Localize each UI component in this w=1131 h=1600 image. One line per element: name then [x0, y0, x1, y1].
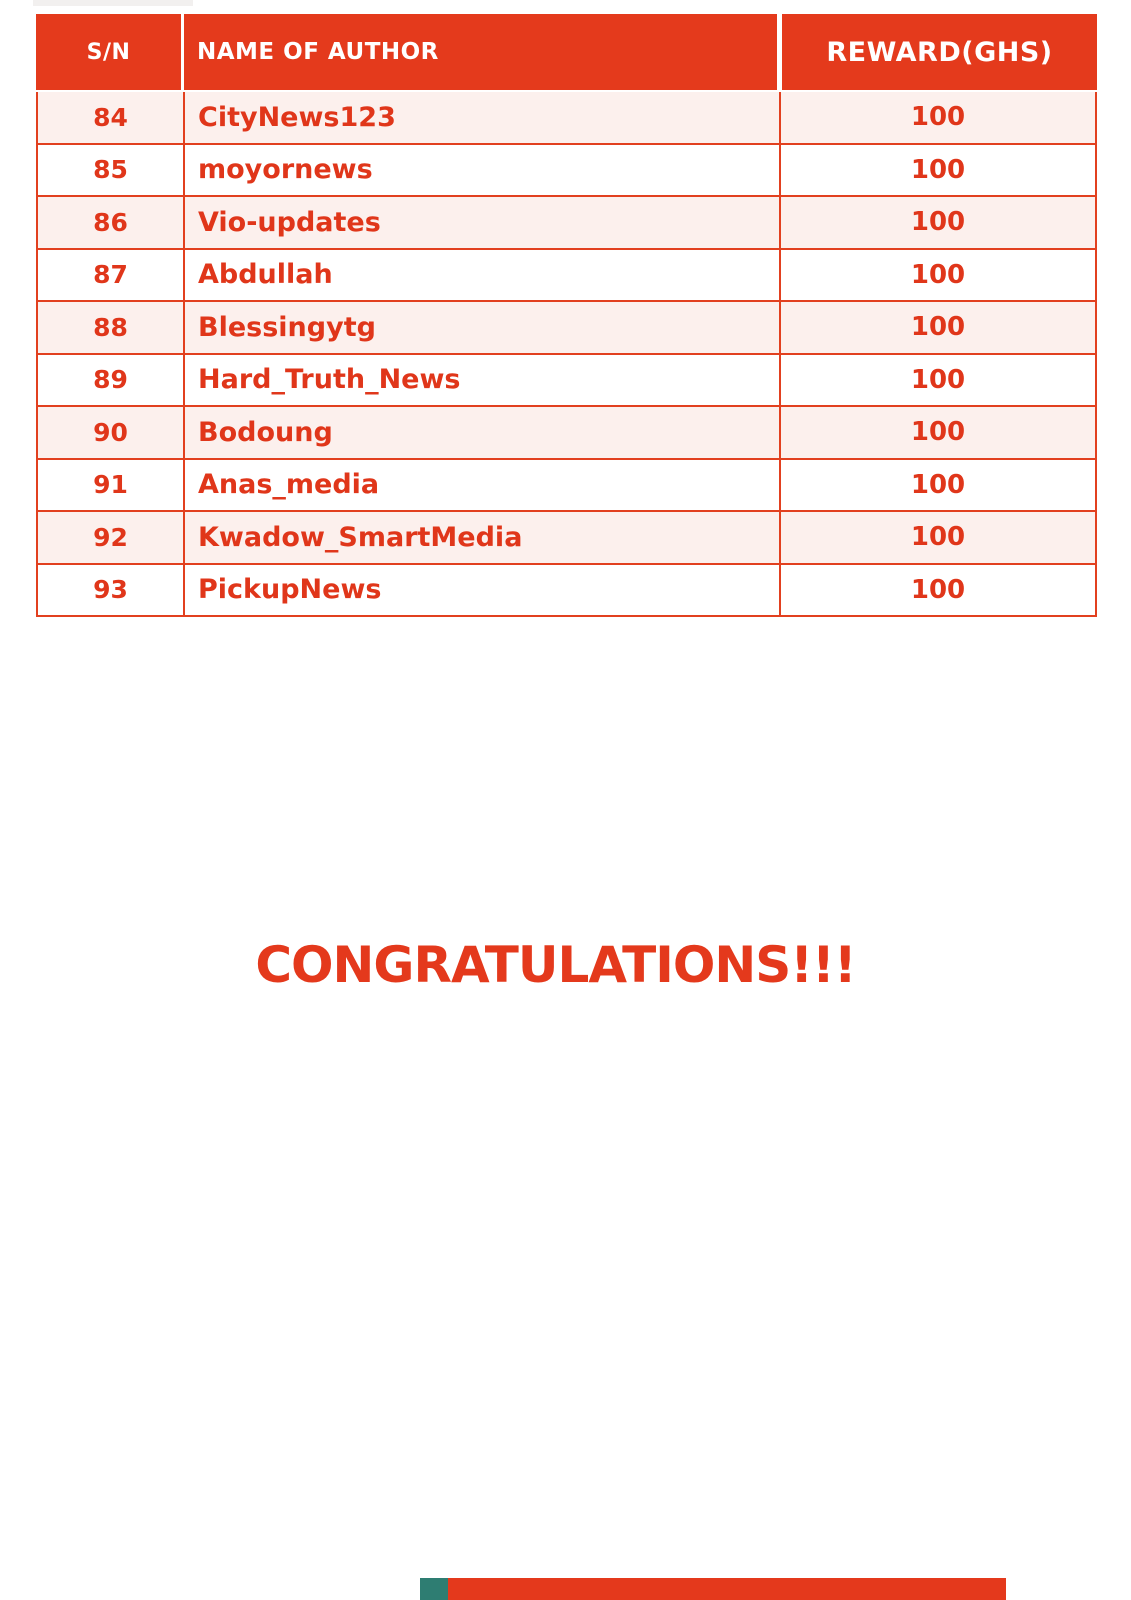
cell-author: moyornews	[185, 145, 781, 196]
cell-serial: 87	[38, 250, 185, 301]
table-row	[38, 143, 1095, 196]
cell-author: Blessingytg	[185, 302, 781, 353]
table-row	[38, 458, 1095, 511]
cell-author: Vio-updates	[185, 197, 781, 248]
cell-serial: 84	[38, 92, 185, 143]
table-row	[38, 195, 1095, 248]
cell-reward: 100	[910, 364, 966, 395]
congratulations-text: CONGRATULATIONS!!!	[255, 936, 856, 994]
header-cell-reward: REWARD(GHS)	[782, 14, 1097, 90]
cell-reward: 100	[910, 154, 966, 185]
cell-author: Anas_media	[185, 460, 781, 511]
cell-reward: 100	[910, 522, 966, 553]
cell-serial: 86	[38, 197, 185, 248]
cell-reward: 100	[910, 102, 966, 133]
cell-serial: 88	[38, 302, 185, 353]
cell-serial: 92	[38, 512, 185, 563]
table-row	[38, 405, 1095, 458]
cell-reward: 100	[910, 312, 966, 343]
cell-author: Bodoung	[185, 407, 781, 458]
cell-author: Hard_Truth_News	[185, 355, 781, 406]
cell-serial: 89	[38, 355, 185, 406]
table-row	[38, 353, 1095, 406]
reward-table	[36, 14, 1097, 617]
cell-author: PickupNews	[185, 565, 781, 616]
cell-author: CityNews123	[185, 92, 781, 143]
table-header-row	[36, 14, 1097, 90]
table-body	[36, 92, 1097, 617]
table-row	[38, 248, 1095, 301]
cell-reward: 100	[910, 574, 966, 605]
cell-author: Kwadow_SmartMedia	[185, 512, 781, 563]
header-cell-author: NAME OF AUTHOR	[184, 14, 777, 90]
cell-reward: 100	[910, 207, 966, 238]
cell-author: Abdullah	[185, 250, 781, 301]
cell-serial: 93	[38, 565, 185, 616]
cell-serial: 90	[38, 407, 185, 458]
table-row	[38, 92, 1095, 143]
cell-reward: 100	[910, 259, 966, 290]
bottom-bar	[448, 1578, 1006, 1600]
header-cell-serial: S/N	[36, 14, 181, 90]
cell-serial: 91	[38, 460, 185, 511]
table-row	[38, 510, 1095, 563]
cell-reward: 100	[910, 469, 966, 500]
cell-serial: 85	[38, 145, 185, 196]
top-edge-artifact	[33, 0, 193, 6]
table-row	[38, 300, 1095, 353]
table-row	[38, 563, 1095, 616]
bottom-bar-teal-accent	[420, 1578, 448, 1600]
cell-reward: 100	[910, 417, 966, 448]
